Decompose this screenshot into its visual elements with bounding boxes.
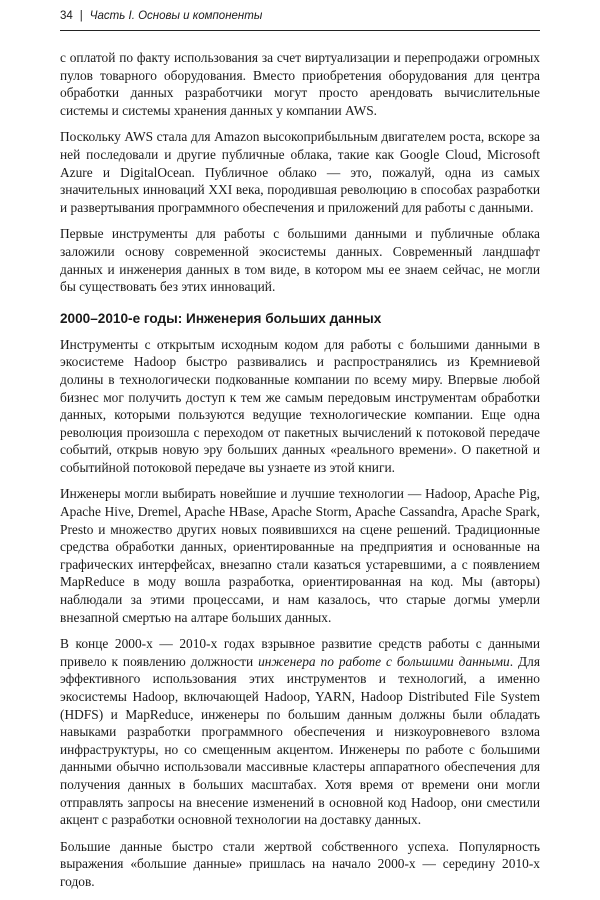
paragraph-text: . Для эффективного использования этих инструментов и технологий, а именно экосистемы Hadoop, включающей Hadoop, YARN, Hadoop Distributed File System (HDFS) и MapReduce, инженеры по большим данным должны были обладать навыками разработки программного обеспечения и низкоуровневого взлома инфраструктуры, но со смещенным акцентом. Инженеры по работе с большими данными обычно использовали массивные кластеры аппаратного обеспечения для получения данных в больших масштабах. Хотя время от времени они могли отправлять запросы на внесение изменений в основной код Hadoop, они сместили акцент с разработки основной технологии на доставку данных. — [60, 653, 540, 828]
emphasized-term: инженера по работе с большими данными — [258, 653, 510, 669]
section-heading: 2000–2010-е годы: Инженерия больших данных — [60, 310, 382, 326]
paragraph-text: В конце 2000-х — 2010-х годах взрывное развитие средств работы с данными привело к появлению должности — [60, 636, 540, 669]
running-title: Часть I. Основы и компоненты — [89, 10, 263, 22]
paragraph: с оплатой по факту использования за счет виртуализации и перепродажи огромных пулов товарного оборудования. Вместо приобретения оборудования для центра обработки данных разработчики могут просто арендовать вычислительные системы и системы хранения данных у компании AWS. — [60, 50, 540, 118]
paragraph: Первые инструменты для работы с большими данными и публичные облака заложили основу современной экосистемы данных. Современный ландшафт данных и инженерия данных в том виде, в котором мы ее знаем сейчас, не могли бы существовать без этих инноваций. — [60, 226, 540, 295]
page-number: 34 — [60, 10, 73, 22]
paragraph: Инженеры могли выбирать новейшие и лучшие технологии — Hadoop, Apache Pig, Apache Hive, Dremel, Apache HBase, Apache Storm, Apache Cassandra, Apache Spark, Presto и множество других новых появившихся на сцене решений. Традиционные средства обработки данных, ориентированные на предприятия и основанные на графических интерфейсах, внезапно стали казаться устаревшими, а с появлением MapReduce в моду вошла разработка, ориентированная на код. Мы (авторы) наблюдали за этими процессами, и нам казалось, что старые догмы умерли внезапной смертью на алтаре больших данных. — [60, 486, 540, 625]
header-separator: | — [79, 10, 83, 22]
paragraph: Поскольку AWS стала для Amazon высокоприбыльным двигателем роста, вскоре за ней последовали и другие публичные облака, такие как Google Cloud, Microsoft Azure и DigitalOcean. Публичное облако — это, пожалуй, одна из самых значительных инноваций XXI века, породившая революцию в способах разработки и развертывания программного обеспечения и приложений для работы с данными. — [60, 129, 540, 215]
running-header — [60, 10, 540, 31]
paragraph — [60, 635, 540, 829]
page-content — [60, 49, 540, 891]
paragraph: Большие данные быстро стали жертвой собственного успеха. Популярность выражения «большие данные» пришлась на начало 2000-х — середину 2010-х годов. — [60, 838, 540, 889]
paragraph: Инструменты с открытым исходным кодом для работы с большими данными в экосистеме Hadoop быстро развивались и распространялись из Кремниевой долины в технологически подкованные компании по всему миру. Впервые любой бизнес мог получить доступ к тем же самым передовым инструментам обработки данных, которыми пользуются ведущие технологические компании. Еще одна революция произошла с переходом от пакетных вычислений к потоковой передаче событий, открыв новую эру больших данных «реального времени». О пакетной и событийной потоковой передаче вы узнаете из этой книги. — [60, 336, 540, 475]
book-page — [60, 10, 540, 900]
